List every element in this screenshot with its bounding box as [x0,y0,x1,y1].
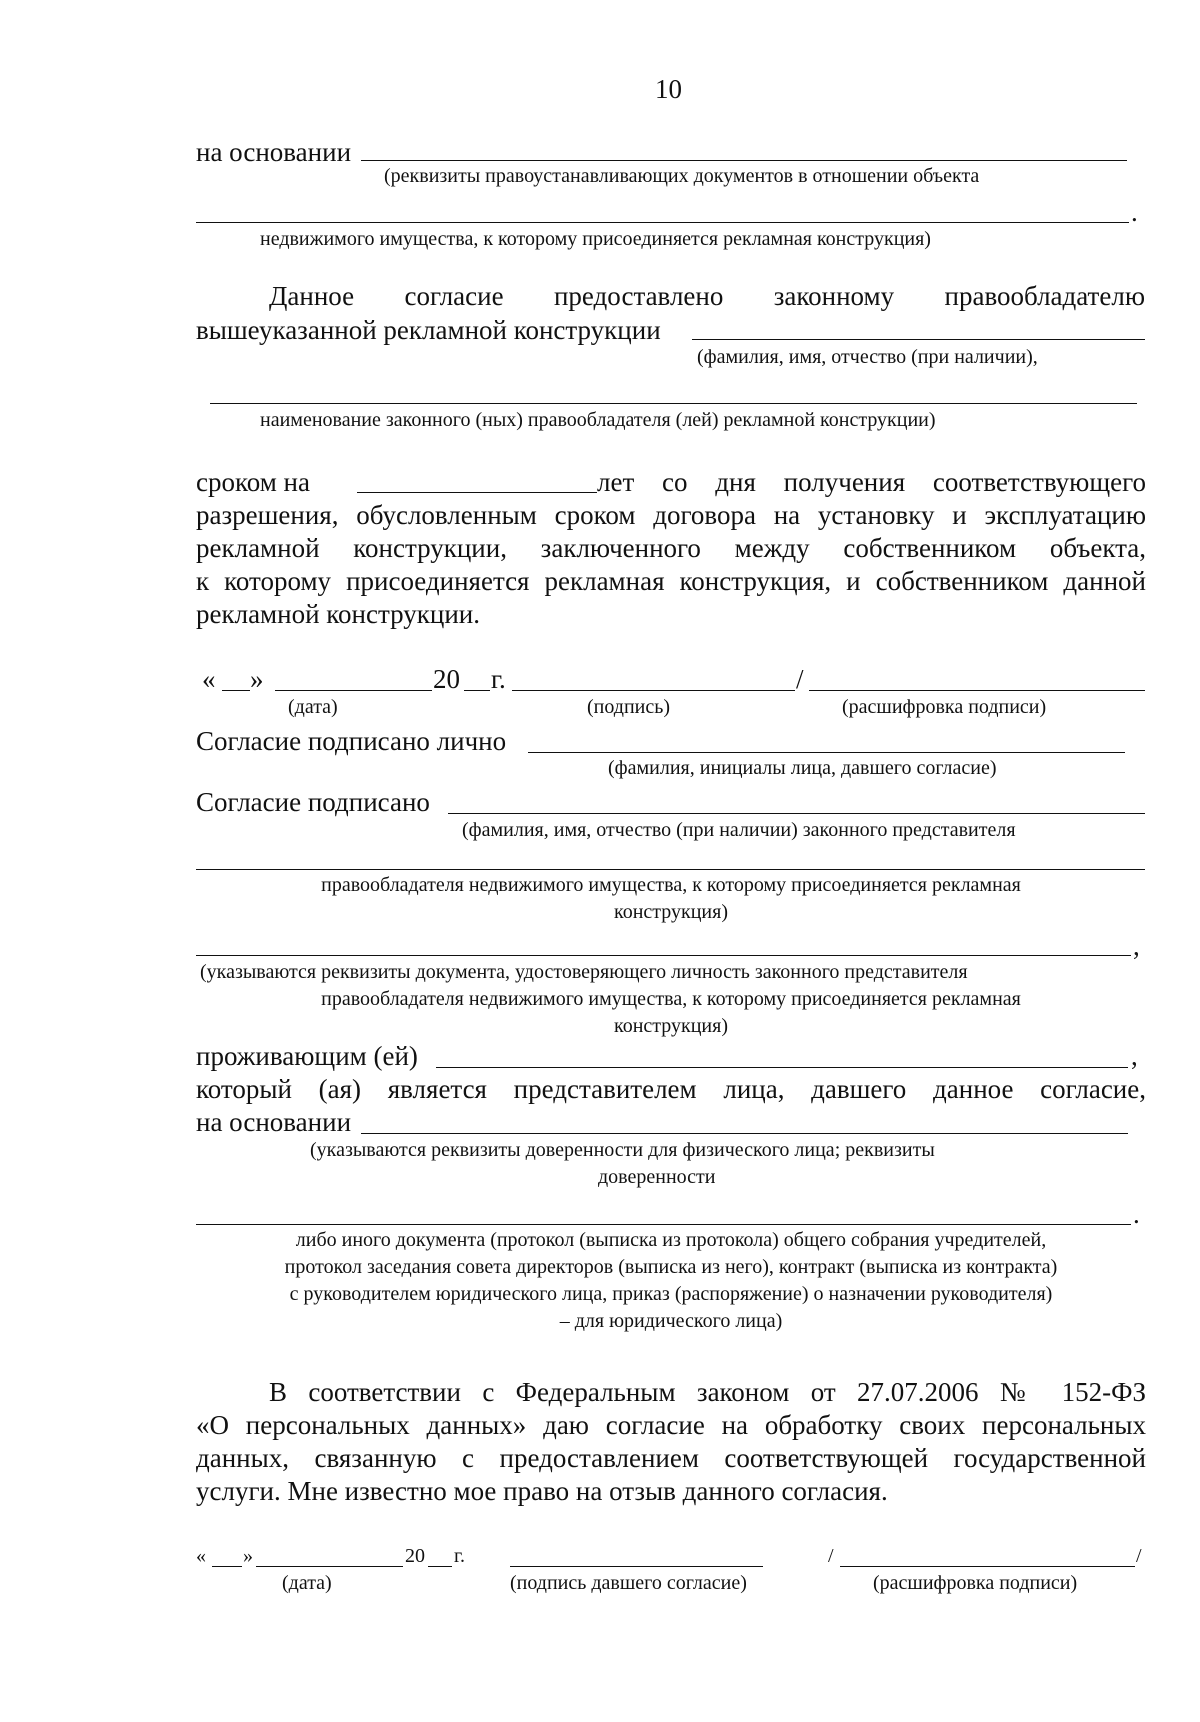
comma-mark: , [1133,931,1140,961]
hint-rep-3: конструкция) [614,901,728,923]
on-basis-label-2: на основании [196,1107,352,1137]
law-line-1: В соответствии с Федеральным законом от 27.07.2006 № 152-ФЗ [269,1377,1146,1407]
blank-line[interactable] [448,813,1145,814]
hint-rights-2: недвижимого имущества, к которому присоединяется рекламная конструкция) [260,228,931,250]
hint-rep-fio: (фамилия, имя, отчество (при наличии) законного представителя [462,819,1016,841]
blank-line[interactable] [196,869,1145,870]
hint-date: (дата) [288,696,338,718]
representative-line: который (ая) является представителем лица, давшего данное согласие, [196,1074,1146,1104]
year-blank[interactable] [428,1566,452,1567]
hint-id-3: конструкция) [614,1015,728,1037]
law-line-2: «О персональных данных» даю согласие на обработку своих персональных [196,1410,1146,1440]
term-line-3: рекламной конструкции, заключенного между собственником объекта, [196,533,1146,563]
blank-line[interactable] [361,1133,1128,1134]
period-mark: . [1131,197,1138,227]
consent-line-1: Данное согласие предоставлено законному правообладателю [269,281,1145,311]
address-blank[interactable] [436,1067,1128,1068]
blank-line[interactable] [692,339,1145,340]
period-mark: . [1133,1199,1140,1229]
hint-decode: (расшифровка подписи) [873,1572,1078,1594]
term-label-a: сроком на [196,467,310,497]
hint-owner-name: наименование законного (ных) правообладателя (лей) рекламной конструкции) [260,409,936,431]
hint-fio: (фамилия, имя, отчество (при наличии), [697,346,1038,368]
term-label-b: лет со дня получения соответствующего [597,467,1146,497]
signed-label: Согласие подписано [196,787,430,817]
hint-id-2: правообладателя недвижимого имущества, к которому присоединяется рекламная [321,988,1021,1010]
year-prefix: 20 [405,1545,425,1567]
blank-line[interactable] [196,1224,1131,1225]
signed-personally-label: Согласие подписано лично [196,726,507,756]
year-suffix: г. [454,1545,465,1567]
day-blank[interactable] [212,1566,242,1567]
day-blank[interactable] [222,690,250,691]
blank-line[interactable] [210,403,1137,404]
hint-doc-3: с руководителем юридического лица, приказ (распоряжение) о назначении руководителя) [289,1283,1053,1305]
hint-signature: (подпись) [587,696,671,718]
year-prefix: 20 [433,664,460,694]
hint-date: (дата) [282,1572,332,1594]
law-line-4: услуги. Мне известно мое право на отзыв данного согласия. [196,1476,888,1506]
date-quote-open: « [196,1545,206,1567]
date-quote-open: « [202,664,216,694]
blank-line[interactable] [196,955,1131,956]
hint-id-1: (указываются реквизиты документа, удостоверяющего личность законного представителя [200,961,968,983]
hint-poa-2: доверенности [598,1166,716,1188]
slash: / [828,1545,834,1567]
hint-doc-4: – для юридического лица) [559,1310,783,1332]
slash: / [796,664,804,694]
hint-decode: (расшифровка подписи) [842,696,1047,718]
month-blank[interactable] [256,1566,403,1567]
hint-rep-2: правообладателя недвижимого имущества, к которому присоединяется рекламная [321,874,1021,896]
term-line-2: разрешения, обусловленным сроком договора на установку и эксплуатацию [196,500,1146,530]
comma-mark: , [1131,1041,1138,1071]
blank-line[interactable] [528,752,1125,753]
signature-blank[interactable] [510,1566,763,1567]
hint-doc-1: либо иного документа (протокол (выписка из протокола) общего собрания учредителей, [295,1229,1047,1251]
date-quote-close: » [250,664,264,694]
decode-blank[interactable] [840,1566,1135,1567]
term-line-4: к которому присоединяется рекламная конструкция, и собственником данной [196,566,1146,596]
hint-doc-2: протокол заседания совета директоров (выписка из него), контракт (выписка из контракта) [284,1256,1058,1278]
decode-blank[interactable] [809,690,1145,691]
page-number: 10 [655,74,682,104]
hint-initials: (фамилия, инициалы лица, давшего согласие) [608,757,997,779]
residing-label: проживающим (ей) [196,1041,418,1071]
month-blank[interactable] [275,690,432,691]
signature-blank[interactable] [512,690,795,691]
year-suffix: г. [491,664,506,694]
on-basis-label: на основании [196,137,352,167]
date-quote-close: » [243,1545,253,1567]
year-blank[interactable] [464,690,490,691]
slash-end: / [1136,1545,1142,1567]
years-blank[interactable] [357,492,597,493]
blank-line[interactable] [196,222,1129,223]
term-line-5: рекламной конструкции. [196,599,480,629]
blank-line[interactable] [361,160,1127,161]
hint-signature: (подпись давшего согласие) [510,1572,747,1594]
hint-poa-1: (указываются реквизиты доверенности для физического лица; реквизиты [310,1139,935,1161]
consent-line-2: вышеуказанной рекламной конструкции [196,315,661,345]
hint-rights-1: (реквизиты правоустанавливающих документов в отношении объекта [384,165,980,187]
law-line-3: данных, связанную с предоставлением соответствующей государственной [196,1443,1146,1473]
